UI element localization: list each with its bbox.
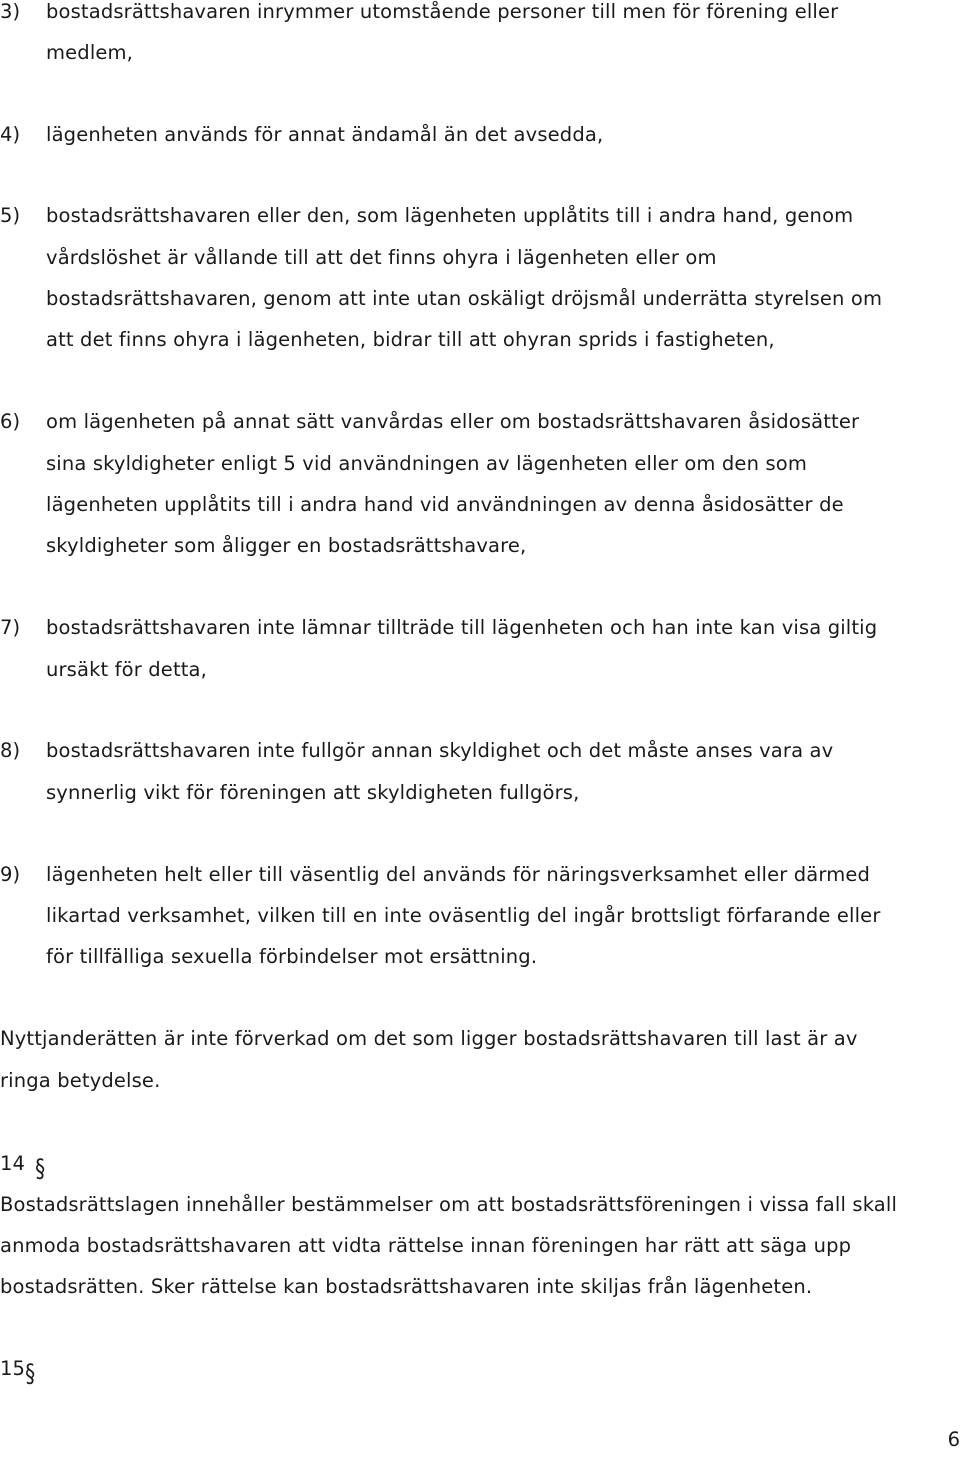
- item-text-line: synnerlig vikt för föreningen att skyldigheten fullgörs,: [46, 781, 580, 804]
- item-text-line: bostadsrättshavaren, genom att inte utan oskäligt dröjsmål underrätta styrelsen om: [46, 287, 883, 310]
- section-heading: [0, 1355, 36, 1388]
- item-number: 8): [0, 739, 21, 762]
- section-number: 15: [0, 1357, 26, 1380]
- item-text-line: för tillfälliga sexuella förbindelser mot ersättning.: [46, 945, 538, 968]
- section-number: 14: [0, 1152, 26, 1175]
- item-number: 5): [0, 204, 21, 227]
- item-text-line: sina skyldigheter enligt 5 vid användningen av lägenheten eller om den som: [46, 452, 807, 475]
- item-text-line: likartad verksamhet, vilken till en inte oväsentlig del ingår brottsligt förfarande eller: [46, 904, 881, 927]
- item-text-line: lägenheten används för annat ändamål än det avsedda,: [46, 123, 604, 146]
- section-text-line: anmoda bostadsrättshavaren att vidta rättelse innan föreningen har rätt att säga upp: [0, 1234, 852, 1257]
- item-number: 4): [0, 123, 21, 146]
- item-text-line: lägenheten helt eller till väsentlig del används för näringsverksamhet eller därmed: [46, 863, 871, 886]
- section-text-line: Bostadsrättslagen innehåller bestämmelser om att bostadsrättsföreningen i vissa fall skall: [0, 1193, 898, 1216]
- section-heading: [0, 1150, 46, 1183]
- section-sign-icon: §: [25, 1357, 36, 1388]
- item-text-line: vårdslöshet är vållande till att det finns ohyra i lägenheten eller om: [46, 246, 717, 269]
- item-text-line: att det finns ohyra i lägenheten, bidrar till att ohyran sprids i fastigheten,: [46, 328, 775, 351]
- item-text-line: ursäkt för detta,: [46, 658, 207, 681]
- item-text-line: bostadsrättshavaren inrymmer utomstående personer till men för förening eller: [46, 0, 839, 23]
- item-text-line: skyldigheter som åligger en bostadsrättshavare,: [46, 534, 527, 557]
- item-text-line: bostadsrättshavaren eller den, som lägenheten upplåtits till i andra hand, genom: [46, 204, 854, 227]
- item-text-line: medlem,: [46, 41, 134, 64]
- paragraph-line: ringa betydelse.: [0, 1069, 161, 1092]
- item-number: 7): [0, 616, 21, 639]
- section-sign-icon: §: [35, 1152, 46, 1183]
- item-text-line: om lägenheten på annat sätt vanvårdas eller om bostadsrättshavaren åsidosätter: [46, 410, 860, 433]
- item-number: 9): [0, 863, 21, 886]
- item-text-line: lägenheten upplåtits till i andra hand vid användningen av denna åsidosätter de: [46, 493, 844, 516]
- item-text-line: bostadsrättshavaren inte lämnar tillträde till lägenheten och han inte kan visa giltig: [46, 616, 878, 639]
- item-number: 3): [0, 0, 21, 23]
- section-text-line: bostadsrätten. Sker rättelse kan bostadsrättshavaren inte skiljas från lägenheten.: [0, 1275, 813, 1298]
- item-number: 6): [0, 410, 21, 433]
- item-text-line: bostadsrättshavaren inte fullgör annan skyldighet och det måste anses vara av: [46, 739, 834, 762]
- page-number: 6: [947, 1428, 960, 1451]
- paragraph-line: Nyttjanderätten är inte förverkad om det som ligger bostadsrättshavaren till last är av: [0, 1027, 858, 1050]
